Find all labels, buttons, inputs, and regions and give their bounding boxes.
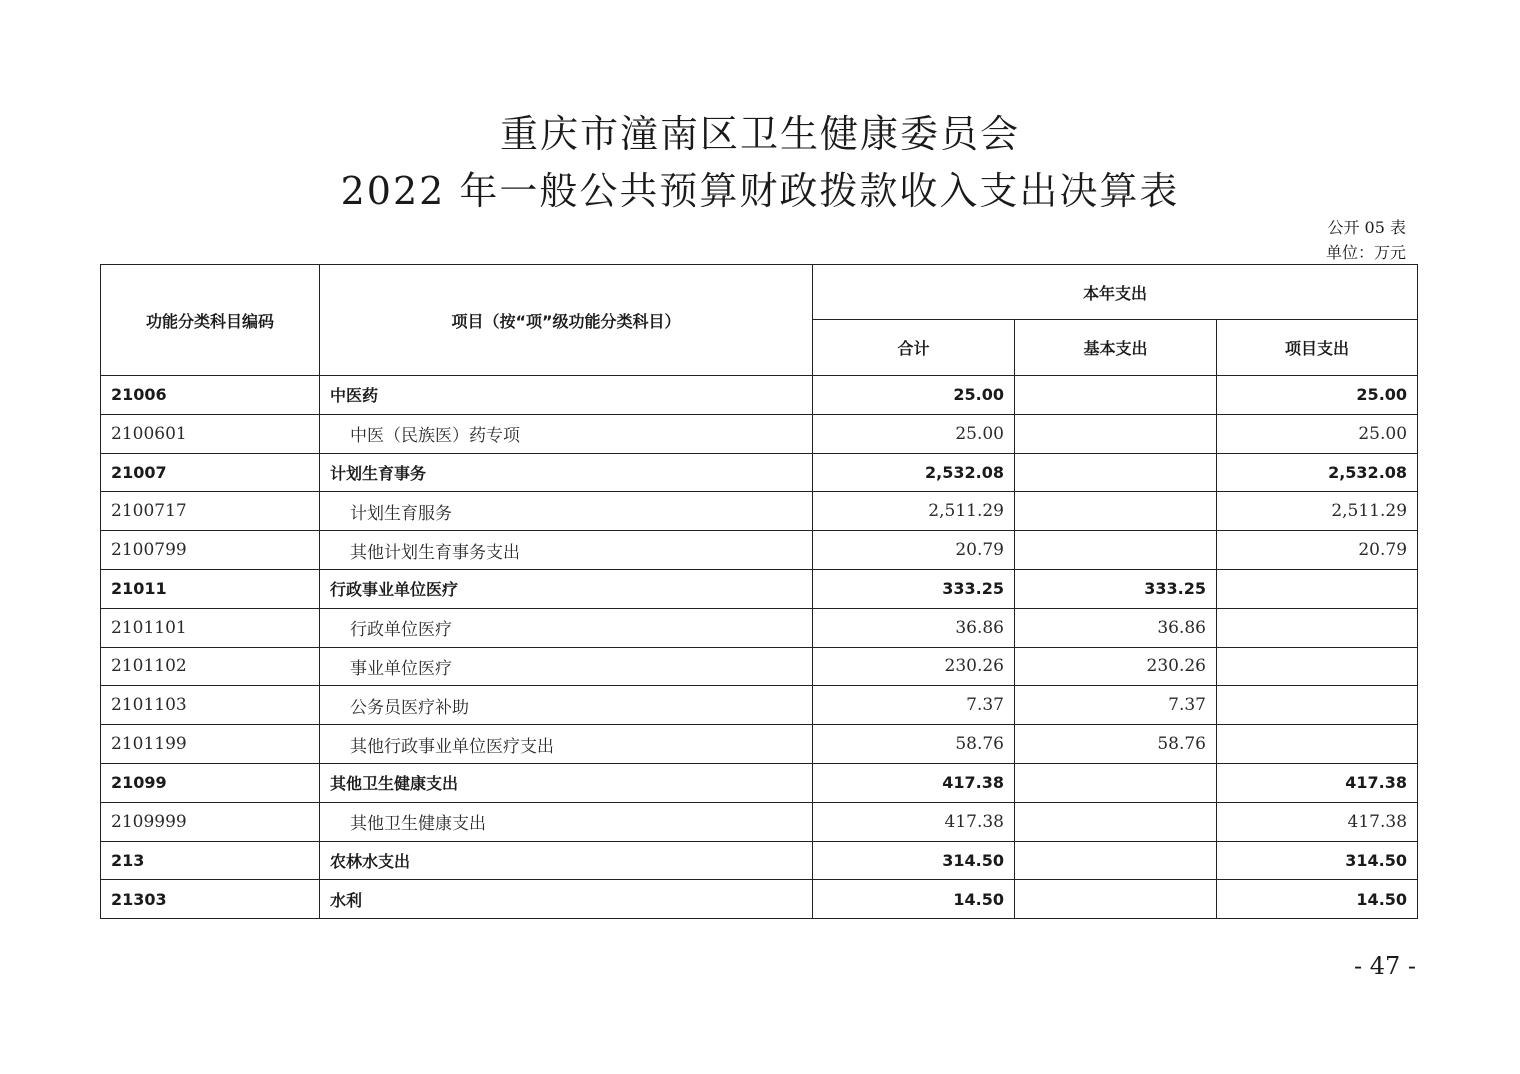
cell-total: 333.25	[813, 569, 1015, 608]
table-row	[101, 802, 1418, 841]
cell-total: 20.79	[813, 531, 1015, 570]
cell-basic	[1015, 376, 1217, 415]
cell-total: 7.37	[813, 686, 1015, 725]
cell-code: 2100799	[101, 531, 320, 570]
cell-code: 213	[101, 841, 320, 880]
cell-total: 58.76	[813, 725, 1015, 764]
cell-name-text: 其他行政事业单位医疗支出	[350, 736, 554, 757]
header-total: 合计	[813, 320, 1015, 376]
cell-project: 14.50	[1217, 880, 1418, 919]
cell-name-text: 中医（民族医）药专项	[350, 426, 520, 447]
table-row	[101, 647, 1418, 686]
cell-project: 314.50	[1217, 841, 1418, 880]
table-row	[101, 376, 1418, 415]
table-row	[101, 492, 1418, 531]
cell-name: 中医药	[320, 376, 813, 415]
cell-basic	[1015, 531, 1217, 570]
cell-basic: 36.86	[1015, 608, 1217, 647]
cell-total: 314.50	[813, 841, 1015, 880]
cell-name-text: 其他卫生健康支出	[350, 814, 486, 835]
cell-total: 2,511.29	[813, 492, 1015, 531]
cell-name-text: 其他计划生育事务支出	[350, 542, 520, 563]
cell-name	[320, 492, 813, 531]
cell-basic	[1015, 414, 1217, 453]
cell-basic	[1015, 802, 1217, 841]
cell-name: 农林水支出	[320, 841, 813, 880]
cell-name: 行政事业单位医疗	[320, 569, 813, 608]
table-row	[101, 414, 1418, 453]
unit-label: 单位：万元	[1325, 243, 1406, 262]
table-row	[101, 608, 1418, 647]
cell-total: 417.38	[813, 763, 1015, 802]
cell-name	[320, 608, 813, 647]
cell-code: 2109999	[101, 802, 320, 841]
cell-basic: 58.76	[1015, 725, 1217, 764]
cell-project: 25.00	[1217, 376, 1418, 415]
header-project: 项目支出	[1217, 320, 1418, 376]
cell-name	[320, 647, 813, 686]
cell-basic	[1015, 453, 1217, 492]
table-row	[101, 841, 1418, 880]
cell-code: 21099	[101, 763, 320, 802]
cell-name-text: 事业单位医疗	[350, 658, 452, 679]
cell-total: 25.00	[813, 414, 1015, 453]
cell-code: 2101103	[101, 686, 320, 725]
cell-total: 417.38	[813, 802, 1015, 841]
table-row	[101, 880, 1418, 919]
cell-project	[1217, 725, 1418, 764]
table-row	[101, 569, 1418, 608]
cell-project: 20.79	[1217, 531, 1418, 570]
cell-total: 2,532.08	[813, 453, 1015, 492]
cell-name	[320, 802, 813, 841]
cell-basic: 230.26	[1015, 647, 1217, 686]
cell-name	[320, 531, 813, 570]
cell-project: 417.38	[1217, 763, 1418, 802]
cell-code: 21007	[101, 453, 320, 492]
cell-total: 14.50	[813, 880, 1015, 919]
document-title-line1: 重庆市潼南区卫生健康委员会	[499, 112, 1020, 156]
cell-project	[1217, 569, 1418, 608]
table-row	[101, 453, 1418, 492]
cell-code: 2100717	[101, 492, 320, 531]
cell-project: 417.38	[1217, 802, 1418, 841]
cell-name	[320, 414, 813, 453]
header-basic: 基本支出	[1015, 320, 1217, 376]
cell-name: 其他卫生健康支出	[320, 763, 813, 802]
cell-basic	[1015, 880, 1217, 919]
cell-project: 25.00	[1217, 414, 1418, 453]
cell-code: 21303	[101, 880, 320, 919]
cell-project: 2,511.29	[1217, 492, 1418, 531]
cell-total: 230.26	[813, 647, 1015, 686]
table-row	[101, 725, 1418, 764]
cell-code: 2101101	[101, 608, 320, 647]
cell-code: 2100601	[101, 414, 320, 453]
form-number: 公开 05 表	[1327, 218, 1406, 237]
document-title-line2: 2022 年一般公共预算财政拨款收入支出决算表	[340, 169, 1180, 213]
cell-code: 21006	[101, 376, 320, 415]
cell-basic	[1015, 492, 1217, 531]
cell-basic	[1015, 763, 1217, 802]
cell-name	[320, 686, 813, 725]
cell-basic: 333.25	[1015, 569, 1217, 608]
cell-basic: 7.37	[1015, 686, 1217, 725]
table-row	[101, 531, 1418, 570]
cell-name-text: 行政单位医疗	[350, 620, 452, 641]
cell-project: 2,532.08	[1217, 453, 1418, 492]
cell-name-text: 公务员医疗补助	[350, 697, 469, 718]
cell-total: 36.86	[813, 608, 1015, 647]
cell-project	[1217, 608, 1418, 647]
budget-table	[100, 264, 1418, 919]
table-header-row	[101, 265, 1418, 320]
cell-total: 25.00	[813, 376, 1015, 415]
cell-name: 计划生育事务	[320, 453, 813, 492]
cell-code: 21011	[101, 569, 320, 608]
cell-basic	[1015, 841, 1217, 880]
page-number: - 47 -	[1353, 952, 1416, 980]
cell-project	[1217, 686, 1418, 725]
header-current-year-expenditure: 本年支出	[813, 265, 1418, 320]
cell-code: 2101199	[101, 725, 320, 764]
cell-code: 2101102	[101, 647, 320, 686]
table-row	[101, 686, 1418, 725]
header-code: 功能分类科目编码	[101, 265, 320, 376]
cell-name: 水利	[320, 880, 813, 919]
header-item: 项目（按“项”级功能分类科目）	[320, 265, 813, 376]
cell-project	[1217, 647, 1418, 686]
table-row	[101, 763, 1418, 802]
cell-name-text: 计划生育服务	[350, 503, 452, 524]
cell-name	[320, 725, 813, 764]
